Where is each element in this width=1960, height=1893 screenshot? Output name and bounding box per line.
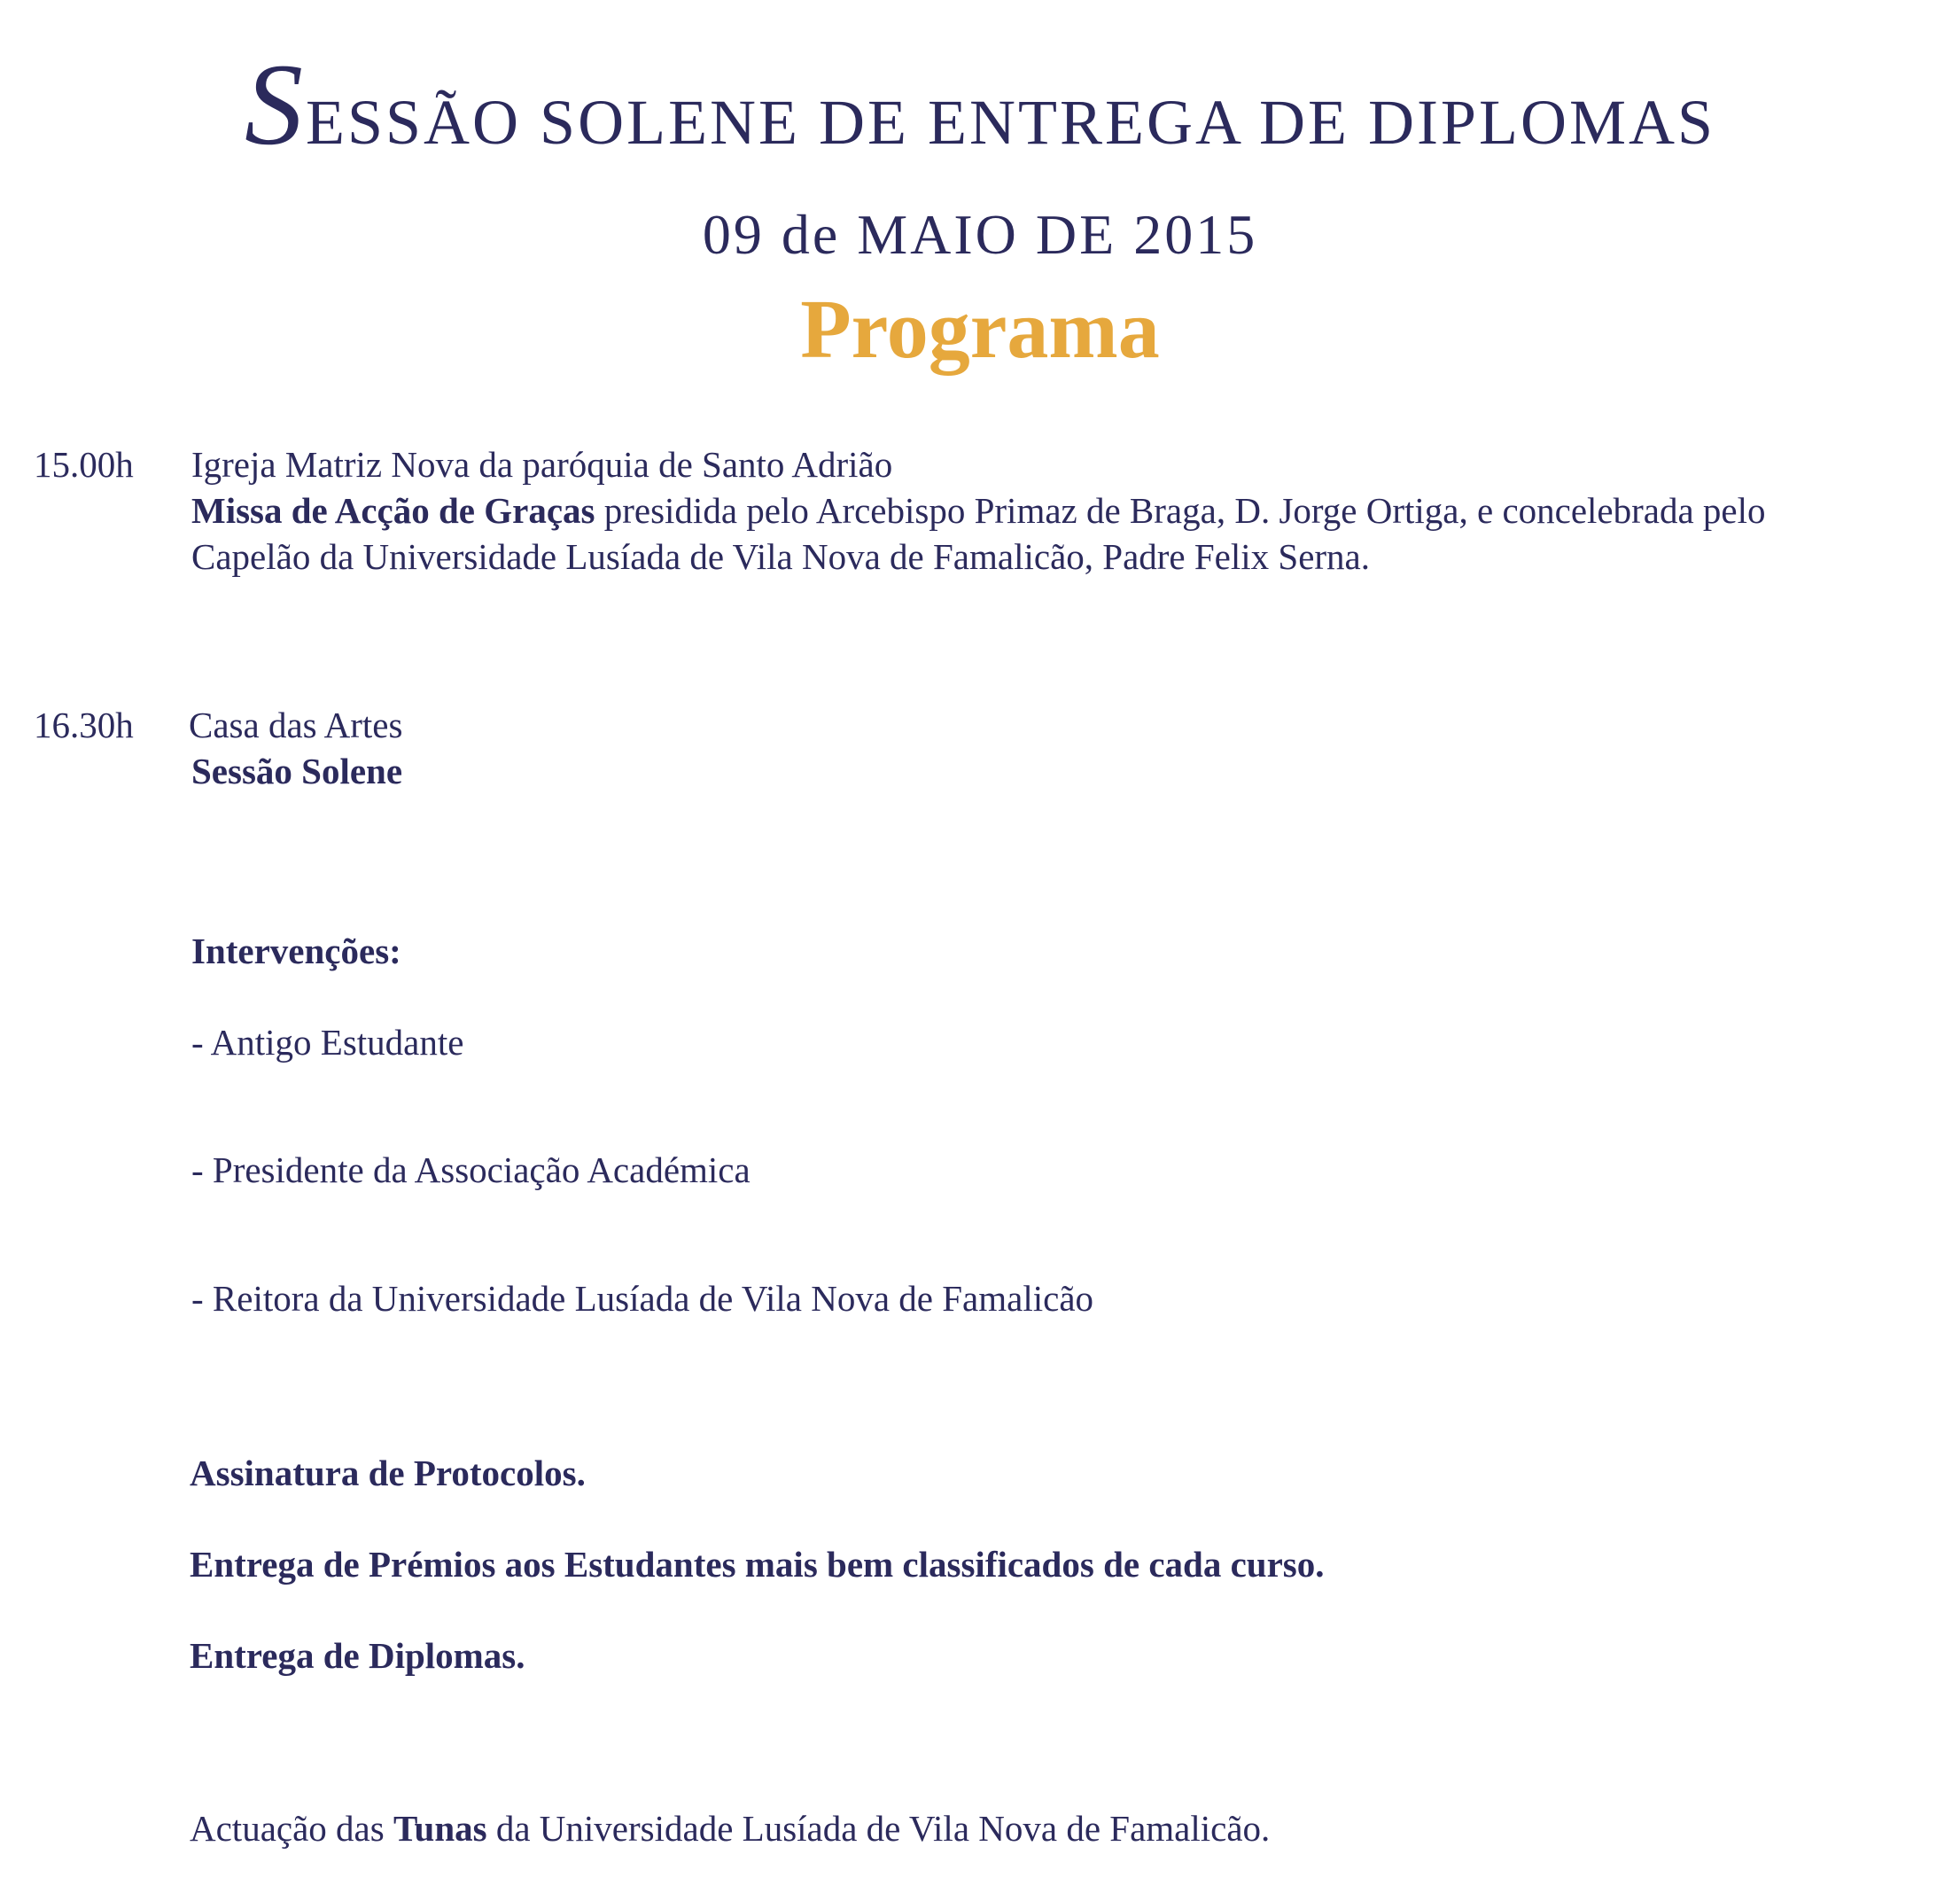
schedule-event-1-line2: Capelão da Universidade Lusíada de Vila Nova de Famalicão, Padre Felix Serna. xyxy=(191,536,1370,577)
closing-tunas: Tunas xyxy=(393,1808,487,1849)
schedule-event-1 xyxy=(191,488,1766,533)
closing-line xyxy=(190,1806,1270,1850)
ceremony-item: Entrega de Prémios aos Estudantes mais bem classificados de cada curso. xyxy=(190,1544,1325,1585)
schedule-place-2: Casa das Artes xyxy=(189,705,403,745)
schedule-place-1: Igreja Matriz Nova da paróquia de Santo Adrião xyxy=(191,444,893,485)
schedule-time-2: 16.30h xyxy=(34,705,134,745)
title-text: ESSÃO SOLENE DE ENTREGA DE DIPLOMAS xyxy=(305,87,1716,158)
closing-suffix: da Universidade Lusíada de Vila Nova de Famalicão. xyxy=(486,1808,1271,1849)
ceremony-item: Assinatura de Protocolos. xyxy=(190,1453,586,1493)
closing-prefix: Actuação das xyxy=(190,1808,393,1849)
schedule-event-2: Sessão Solene xyxy=(191,751,403,791)
title-initial: S xyxy=(244,39,306,169)
event-description: presidida pelo Arcebispo Primaz de Braga, D. Jorge Ortiga, e concelebrada pelo xyxy=(595,490,1766,531)
schedule-time-1: 15.00h xyxy=(34,444,134,485)
ceremony-item: Entrega de Diplomas. xyxy=(190,1635,525,1676)
page-title xyxy=(0,39,1960,169)
intervention-item: - Antigo Estudante xyxy=(191,1022,464,1063)
program-heading: Programa xyxy=(800,284,1160,376)
event-name-mass: Missa de Acção de Graças xyxy=(191,490,595,531)
interventions-heading: Intervenções: xyxy=(191,931,401,971)
event-date: 09 de MAIO DE 2015 xyxy=(702,203,1258,266)
intervention-item: - Presidente da Associação Académica xyxy=(191,1149,751,1190)
intervention-item: - Reitora da Universidade Lusíada de Vila Nova de Famalicão xyxy=(191,1278,1094,1319)
